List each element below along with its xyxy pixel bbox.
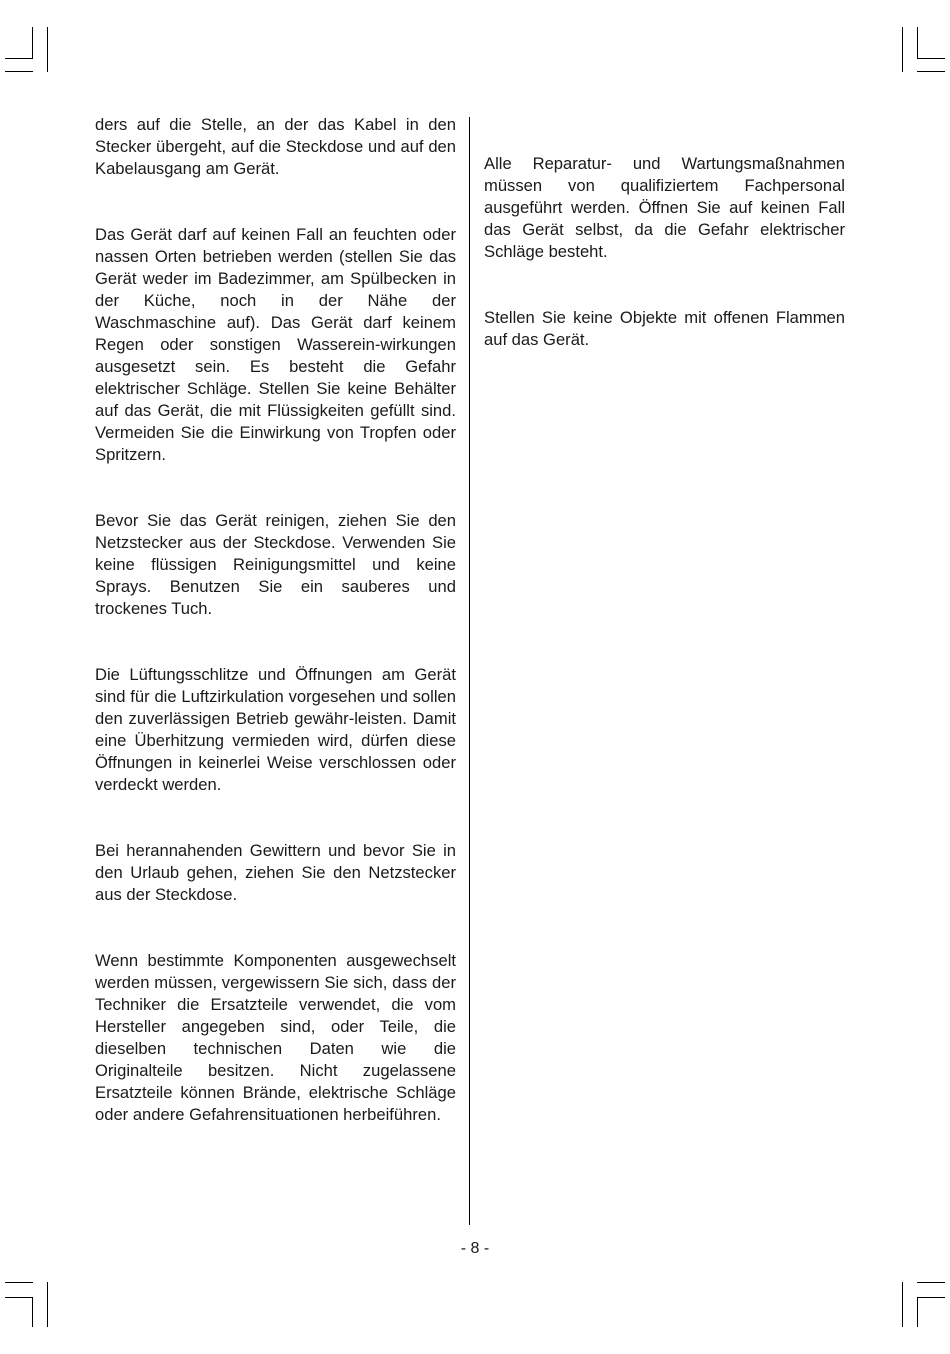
crop-mark: [902, 1282, 903, 1327]
paragraph: Alle Reparatur- und Wartungsmaßnahmen müssen von qualifiziertem Fachpersonal ausgeführt werden. Öffnen Sie auf keinen Fall das Gerät selbst, da die Gefahr elektrischer Schläge besteht.: [484, 154, 845, 261]
paragraph: Wenn bestimmte Komponenten ausgewechselt werden müssen, vergewissern Sie sich, dass der Techniker die Ersatzteile verwendet, die vom Hersteller angegeben sind, oder Teile, die dieselben technischen Daten wie die Originalteile besitzen. Nicht zugelassene Ersatzteile können Brände, elektrische Schläge oder andere Gefahrensituationen herbeiführen.: [95, 951, 456, 1124]
paragraph: Die Lüftungsschlitze und Öffnungen am Gerät sind für die Luftzirkulation vorgesehen und sollen den zuverlässigen Betrieb gewähr-leisten. Damit eine Überhitzung vermieden wird, dürfen diese Öffnungen in keinerlei Weise verschlossen oder verdeckt werden.: [95, 665, 456, 794]
crop-mark: [917, 27, 918, 59]
crop-mark: [32, 27, 33, 59]
right-column: [484, 153, 845, 395]
paragraph: Bevor Sie das Gerät reinigen, ziehen Sie den Netzstecker aus der Steckdose. Verwenden Sie keine flüssigen Reinigungsmittel und keine Sprays. Benutzen Sie ein sauberes und trockenes Tuch.: [95, 511, 456, 618]
paragraph: Bei herannahenden Gewittern und bevor Sie in den Urlaub gehen, ziehen Sie den Netzstecker aus der Steckdose.: [95, 841, 456, 904]
crop-mark: [5, 1282, 33, 1283]
paragraph: Stellen Sie keine Objekte mit offenen Flammen auf das Gerät.: [484, 308, 845, 349]
crop-mark: [47, 27, 48, 72]
crop-mark: [5, 1297, 33, 1298]
crop-mark: [902, 27, 903, 72]
crop-mark: [5, 58, 33, 59]
paragraph: ders auf die Stelle, an der das Kabel in den Stecker übergeht, auf die Steckdose und auf den Kabelausgang am Gerät.: [95, 115, 456, 178]
column-divider: [469, 117, 470, 1225]
crop-mark: [917, 71, 945, 72]
paragraph: Das Gerät darf auf keinen Fall an feuchten oder nassen Orten betrieben werden (stellen Sie das Gerät weder im Badezimmer, am Spülbecken in der Küche, noch in der Nähe der Waschmaschine auf). Das Gerät darf keinem Regen oder sonstigen Wasserein-wirkungen ausgesetzt sein. Es besteht die Gefahr elektrischer Schläge. Stellen Sie keine Behälter auf das Gerät, die mit Flüssigkeiten gefüllt sind. Vermeiden Sie die Einwirkung von Tropfen oder Spritzern.: [95, 225, 456, 464]
crop-mark: [917, 58, 945, 59]
crop-mark: [32, 1297, 33, 1327]
crop-mark: [917, 1297, 918, 1327]
page-number: - 8 -: [460, 1240, 490, 1257]
left-column: [95, 114, 456, 1170]
crop-mark: [5, 71, 33, 72]
crop-mark: [47, 1282, 48, 1327]
crop-mark: [917, 1297, 945, 1298]
crop-mark: [917, 1282, 945, 1283]
